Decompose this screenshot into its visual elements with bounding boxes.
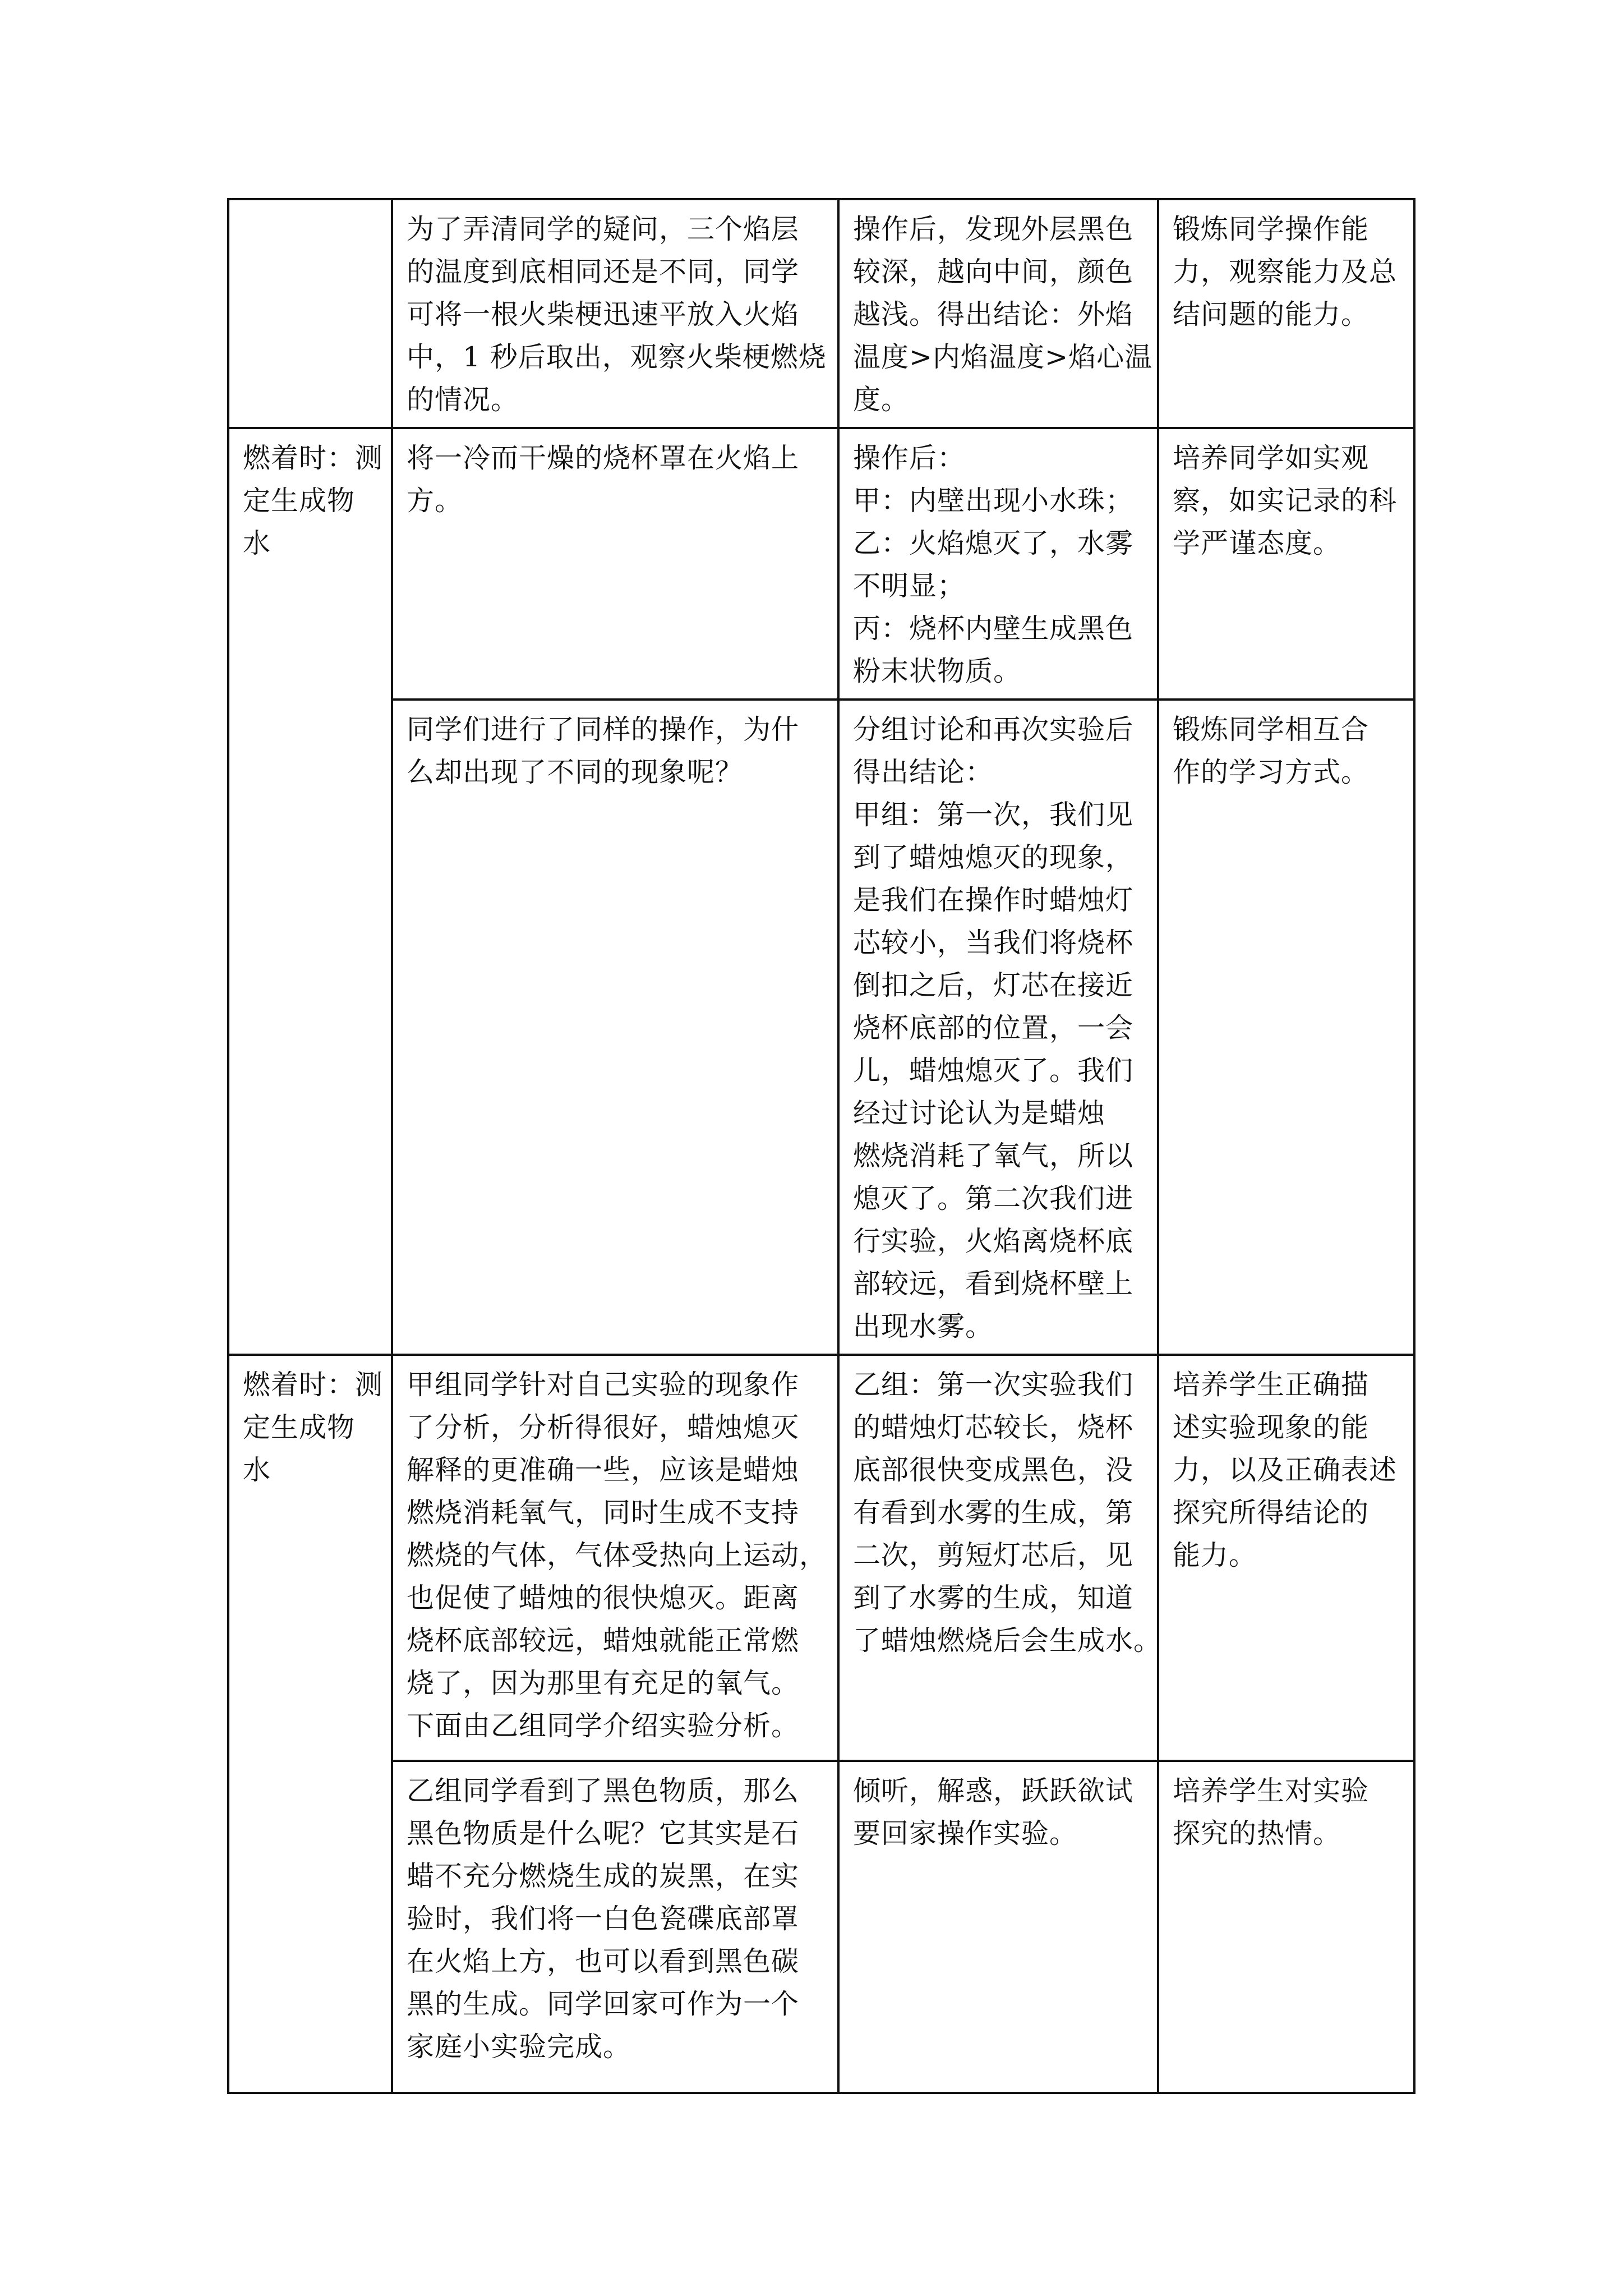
cell-text-line: 水 (243, 1454, 271, 1486)
student-activity-cell (838, 1355, 1162, 1761)
cell-text-line: 烧杯底部的位置，一会 (853, 1012, 1134, 1044)
cell-text-line: 探究的热情。 (1173, 1818, 1341, 1849)
stage-cell (228, 199, 392, 428)
teacher-activity-cell (392, 428, 838, 700)
cell-text-line: 了分析，分析得很好，蜡烛熄灭 (407, 1411, 800, 1443)
student-activity-cell (838, 1761, 1158, 2093)
cell-text-line: 探究所得结论的 (1173, 1497, 1370, 1529)
cell-text-line: 乙：火焰熄灭了，水雾 (853, 527, 1134, 559)
cell-text-line: 述实验现象的能 (1173, 1411, 1370, 1443)
cell-text-line: 燃烧消耗氧气，同时生成不支持 (407, 1497, 800, 1529)
cell-text-line: 甲组：第一次，我们见 (853, 799, 1134, 831)
cell-text-line: 底部很快变成黑色，没 (853, 1454, 1134, 1486)
cell-text-line: 温度>内焰温度>焰心温 (853, 341, 1153, 373)
cell-text-line: 同学们进行了同样的操作，为什 (407, 714, 800, 746)
cell-text-line: 到了水雾的生成，知道 (853, 1582, 1134, 1614)
cell-text-line: 锻炼同学操作能 (1173, 213, 1370, 245)
cell-text-line: 燃烧的气体，气体受热向上运动， (407, 1539, 828, 1571)
cell-text-line: 操作后： (853, 442, 966, 474)
cell-text-line: 黑的生成。同学回家可作为一个 (407, 1988, 800, 2020)
cell-text-line: 解释的更准确一些，应该是蜡烛 (407, 1454, 800, 1486)
cell-text-line: 烧了，因为那里有充足的氧气。 (407, 1667, 800, 1699)
cell-text-line: 得出结论： (853, 756, 994, 788)
design-intent-cell (1158, 1355, 1414, 1761)
cell-text-line: 是我们在操作时蜡烛灯 (853, 884, 1134, 916)
cell-text-line: 在火焰上方，也可以看到黑色碳 (407, 1945, 800, 1977)
design-intent-cell (1158, 428, 1414, 700)
cell-text-line: 到了蜡烛熄灭的现象， (853, 841, 1134, 873)
cell-text-line: 甲组同学针对自己实验的现象作 (407, 1369, 800, 1401)
cell-text-line: 甲：内壁出现小水珠； (853, 485, 1134, 517)
cell-text-line: 方。 (407, 485, 463, 517)
cell-text-line: 燃烧消耗了氧气，所以 (853, 1140, 1134, 1172)
table-row (228, 428, 1414, 700)
cell-text-line: 度。 (853, 384, 910, 416)
design-intent-cell (1158, 199, 1414, 428)
cell-text-line: 倾听，解惑，跃跃欲试 (853, 1775, 1134, 1807)
cell-text-line: 的蜡烛灯芯较长，烧杯 (853, 1411, 1134, 1443)
cell-text-line: 家庭小实验完成。 (407, 2031, 631, 2063)
table-row (228, 1355, 1414, 1761)
student-activity-cell (838, 199, 1158, 428)
cell-text-line: 结问题的能力。 (1173, 298, 1370, 330)
cell-text-line: 要回家操作实验。 (853, 1818, 1078, 1849)
cell-text-line: 能力。 (1173, 1539, 1257, 1571)
cell-text-line: 锻炼同学相互合 (1173, 714, 1370, 746)
cell-text-line: 中，1 秒后取出，观察火柴梗燃烧 (407, 341, 827, 373)
cell-text-line: 儿，蜡烛熄灭了。我们 (853, 1055, 1134, 1087)
cell-text-line: 乙组：第一次实验我们 (853, 1369, 1134, 1401)
table-row (228, 1761, 1414, 2093)
cell-text-line: 学严谨态度。 (1173, 527, 1341, 559)
cell-text-line: 丙：烧杯内壁生成黑色 (853, 613, 1134, 645)
lesson-table (227, 198, 1415, 2094)
cell-text-line: 芯较小，当我们将烧杯 (853, 927, 1134, 959)
cell-text-line: 黑色物质是什么呢？它其实是石 (407, 1818, 800, 1849)
cell-text-line: 操作后，发现外层黑色 (853, 213, 1134, 245)
cell-text-line: 粉末状物质。 (853, 655, 1022, 687)
cell-text-line: 的情况。 (407, 384, 519, 416)
cell-text-line: 经过讨论认为是蜡烛 (853, 1097, 1106, 1129)
cell-text-line: 也促使了蜡烛的很快熄灭。距离 (407, 1582, 800, 1614)
cell-text-line: 培养学生对实验 (1173, 1775, 1370, 1807)
cell-text-line: 烧杯底部较远，蜡烛就能正常燃 (407, 1625, 800, 1657)
cell-text-line: 作的学习方式。 (1173, 756, 1370, 788)
cell-text-line: 熄灭了。第二次我们进 (853, 1182, 1134, 1214)
design-intent-cell (1158, 700, 1414, 1355)
cell-text-line: 蜡不充分燃烧生成的炭黑，在实 (407, 1860, 800, 1892)
cell-text-line: 培养同学如实观 (1173, 442, 1370, 474)
design-intent-cell (1158, 1761, 1414, 2093)
cell-text-line: 将一冷而干燥的烧杯罩在火焰上 (407, 442, 800, 474)
student-activity-cell (838, 700, 1158, 1355)
cell-text-line: 力，以及正确表述 (1173, 1454, 1398, 1486)
cell-text-line: 察，如实记录的科 (1173, 485, 1398, 517)
cell-text-line: 定生成物 (243, 1411, 356, 1443)
cell-text-line: 可将一根火柴梗迅速平放入火焰 (407, 298, 800, 330)
cell-text-line: 部较远，看到烧杯壁上 (853, 1268, 1134, 1300)
cell-text-line: 燃着时：测 (243, 1369, 384, 1401)
cell-text-line: 力，观察能力及总 (1173, 256, 1398, 288)
table-row (228, 199, 1414, 428)
cell-text-line: 出现水雾。 (853, 1310, 994, 1342)
cell-text-line: 下面由乙组同学介绍实验分析。 (407, 1710, 800, 1742)
teacher-activity-cell (392, 700, 838, 1355)
cell-text-line: 有看到水雾的生成，第 (853, 1497, 1134, 1529)
teacher-activity-cell (392, 199, 838, 428)
cell-text-line: 行实验，火焰离烧杯底 (853, 1225, 1134, 1257)
cell-text-line: 了蜡烛燃烧后会生成水。 (853, 1625, 1162, 1657)
stage-cell (228, 1355, 392, 2093)
teacher-activity-cell (392, 1761, 838, 2093)
student-activity-cell (838, 428, 1158, 700)
cell-text-line: 较深，越向中间，颜色 (853, 256, 1134, 288)
cell-text-line: 么却出现了不同的现象呢？ (407, 756, 744, 788)
cell-text-line: 乙组同学看到了黑色物质，那么 (407, 1775, 800, 1807)
cell-text-line: 验时，我们将一白色瓷碟底部罩 (407, 1903, 800, 1935)
cell-text-line: 为了弄清同学的疑问，三个焰层 (407, 213, 800, 245)
cell-text-line: 分组讨论和再次实验后 (853, 714, 1134, 746)
cell-text-line: 水 (243, 527, 271, 559)
cell-text-line: 越浅。得出结论：外焰 (853, 298, 1134, 330)
cell-text-line: 倒扣之后，灯芯在接近 (853, 969, 1134, 1001)
stage-cell (228, 428, 392, 1355)
cell-text-line: 培养学生正确描 (1173, 1369, 1370, 1401)
cell-text-line: 的温度到底相同还是不同，同学 (407, 256, 800, 288)
table-row (228, 700, 1414, 1355)
teacher-activity-cell (392, 1355, 838, 1761)
cell-text-line: 燃着时：测 (243, 442, 384, 474)
cell-text-line: 二次，剪短灯芯后，见 (853, 1539, 1134, 1571)
cell-text-line: 定生成物 (243, 485, 356, 517)
cell-text-line: 不明显； (853, 570, 966, 602)
